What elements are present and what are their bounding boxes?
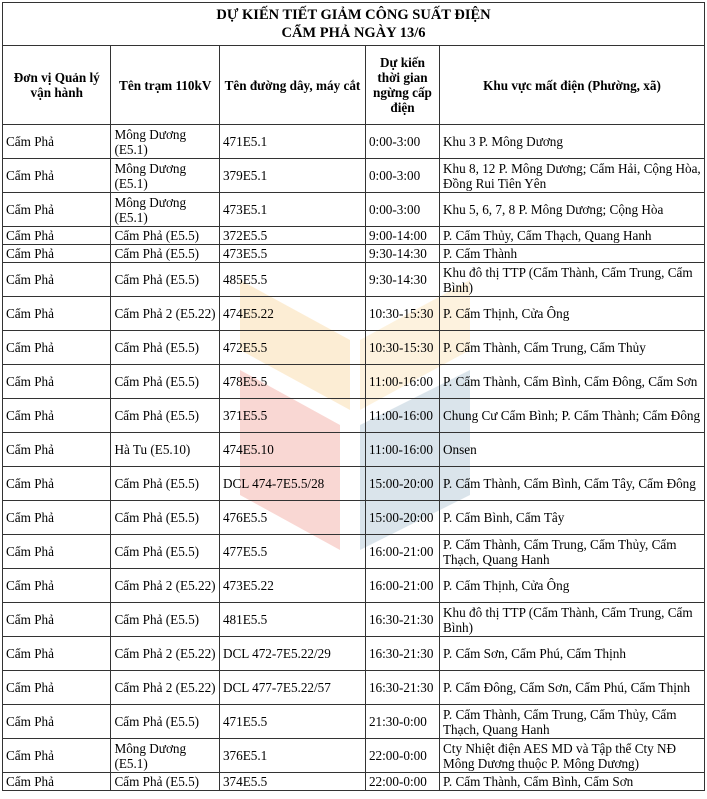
cell-station: Mông Dương (E5.1) — [111, 193, 219, 227]
table-row — [3, 263, 705, 297]
title-line-2: CẨM PHẢ NGÀY 13/6 — [281, 25, 426, 41]
cell-area: Khu 5, 6, 7, 8 P. Mông Dương; Cộng Hòa — [440, 193, 705, 227]
cell-unit: Cẩm Phả — [3, 331, 111, 365]
table-row — [3, 433, 705, 467]
cell-time: 0:00-3:00 — [365, 193, 439, 227]
cell-station: Cẩm Phả (E5.5) — [111, 467, 219, 501]
header-line: Tên đường dây, máy cắt — [219, 46, 365, 125]
cell-area: Khu 3 P. Mông Dương — [440, 125, 705, 159]
cell-unit: Cẩm Phả — [3, 245, 111, 263]
cell-area: Khu đô thị TTP (Cẩm Thành, Cẩm Trung, Cẩm Bình) — [440, 603, 705, 637]
cell-unit: Cẩm Phả — [3, 159, 111, 193]
table-row — [3, 245, 705, 263]
table-row — [3, 193, 705, 227]
cell-unit: Cẩm Phả — [3, 263, 111, 297]
table-row — [3, 671, 705, 705]
table-row — [3, 297, 705, 331]
cell-area: P. Cẩm Bình, Cẩm Tây — [440, 501, 705, 535]
cell-line: 473E5.1 — [219, 193, 365, 227]
table-row — [3, 331, 705, 365]
cell-area: Khu 8, 12 P. Mông Dương; Cẩm Hải, Cộng Hòa, Đồng Rui Tiên Yên — [440, 159, 705, 193]
cell-line: 474E5.22 — [219, 297, 365, 331]
table-row — [3, 125, 705, 159]
table-row — [3, 739, 705, 773]
cell-line: 371E5.5 — [219, 399, 365, 433]
cell-area: P. Cẩm Thành — [440, 245, 705, 263]
cell-station: Cẩm Phả (E5.5) — [111, 399, 219, 433]
cell-unit: Cẩm Phả — [3, 603, 111, 637]
cell-area: P. Cẩm Thành, Cẩm Bình, Cẩm Sơn — [440, 773, 705, 791]
cell-station: Cẩm Phả (E5.5) — [111, 705, 219, 739]
cell-line: 374E5.5 — [219, 773, 365, 791]
cell-line: 477E5.5 — [219, 535, 365, 569]
cell-time: 9:30-14:30 — [365, 245, 439, 263]
cell-unit: Cẩm Phả — [3, 773, 111, 791]
header-area: Khu vực mất điện (Phường, xã) — [440, 46, 705, 125]
cell-station: Cẩm Phả (E5.5) — [111, 227, 219, 245]
cell-line: 485E5.5 — [219, 263, 365, 297]
cell-unit: Cẩm Phả — [3, 193, 111, 227]
cell-station: Cẩm Phả (E5.5) — [111, 535, 219, 569]
table-row — [3, 705, 705, 739]
title-line-1: DỰ KIẾN TIẾT GIẢM CÔNG SUẤT ĐIỆN — [216, 7, 491, 23]
table-row — [3, 159, 705, 193]
cell-unit: Cẩm Phả — [3, 365, 111, 399]
table-row — [3, 569, 705, 603]
cell-line: 471E5.1 — [219, 125, 365, 159]
cell-station: Cẩm Phả (E5.5) — [111, 365, 219, 399]
cell-station: Mông Dương (E5.1) — [111, 125, 219, 159]
cell-area: P. Cẩm Sơn, Cẩm Phú, Cẩm Thịnh — [440, 637, 705, 671]
cell-time: 16:30-21:30 — [365, 671, 439, 705]
cell-line: 472E5.5 — [219, 331, 365, 365]
cell-area: P. Cẩm Thủy, Cẩm Thạch, Quang Hanh — [440, 227, 705, 245]
cell-line: DCL 477-7E5.22/57 — [219, 671, 365, 705]
cell-area: P. Cẩm Thành, Cẩm Trung, Cẩm Thủy — [440, 331, 705, 365]
cell-time: 16:30-21:30 — [365, 637, 439, 671]
cell-line: 473E5.22 — [219, 569, 365, 603]
cell-station: Cẩm Phả (E5.5) — [111, 245, 219, 263]
cell-station: Cẩm Phả 2 (E5.22) — [111, 297, 219, 331]
cell-time: 16:00-21:00 — [365, 569, 439, 603]
cell-station: Cẩm Phả (E5.5) — [111, 773, 219, 791]
cell-unit: Cẩm Phả — [3, 297, 111, 331]
cell-station: Cẩm Phả 2 (E5.22) — [111, 637, 219, 671]
cell-time: 15:00-20:00 — [365, 501, 439, 535]
table-title — [3, 3, 705, 46]
cell-time: 0:00-3:00 — [365, 125, 439, 159]
cell-area: P. Cẩm Thành, Cẩm Bình, Cẩm Đông, Cẩm Sơn — [440, 365, 705, 399]
cell-unit: Cẩm Phả — [3, 399, 111, 433]
cell-line: 476E5.5 — [219, 501, 365, 535]
cell-area: Chung Cư Cẩm Bình; P. Cẩm Thành; Cẩm Đông — [440, 399, 705, 433]
cell-time: 22:00-0:00 — [365, 773, 439, 791]
table-row — [3, 227, 705, 245]
cell-time: 11:00-16:00 — [365, 399, 439, 433]
cell-line: 372E5.5 — [219, 227, 365, 245]
cell-time: 9:30-14:30 — [365, 263, 439, 297]
cell-line: 471E5.5 — [219, 705, 365, 739]
cell-time: 16:30-21:30 — [365, 603, 439, 637]
header-unit: Đơn vị Quản lý vận hành — [3, 46, 111, 125]
table-row — [3, 365, 705, 399]
cell-unit: Cẩm Phả — [3, 671, 111, 705]
header-station: Tên trạm 110kV — [111, 46, 219, 125]
cell-station: Cẩm Phả (E5.5) — [111, 603, 219, 637]
cell-unit: Cẩm Phả — [3, 227, 111, 245]
cell-area: P. Cẩm Thành, Cẩm Bình, Cẩm Tây, Cẩm Đông — [440, 467, 705, 501]
cell-line: DCL 472-7E5.22/29 — [219, 637, 365, 671]
cell-unit: Cẩm Phả — [3, 125, 111, 159]
power-cut-table — [2, 2, 705, 791]
cell-unit: Cẩm Phả — [3, 433, 111, 467]
cell-area: P. Cẩm Thịnh, Cửa Ông — [440, 297, 705, 331]
cell-unit: Cẩm Phả — [3, 569, 111, 603]
table-row — [3, 399, 705, 433]
cell-station: Cẩm Phả (E5.5) — [111, 331, 219, 365]
cell-unit: Cẩm Phả — [3, 637, 111, 671]
cell-time: 11:00-16:00 — [365, 433, 439, 467]
cell-time: 21:30-0:00 — [365, 705, 439, 739]
header-time: Dự kiến thời gian ngừng cấp điện — [365, 46, 439, 125]
table-row — [3, 637, 705, 671]
cell-unit: Cẩm Phả — [3, 501, 111, 535]
table-row — [3, 501, 705, 535]
cell-line: 478E5.5 — [219, 365, 365, 399]
cell-station: Cẩm Phả (E5.5) — [111, 263, 219, 297]
cell-unit: Cẩm Phả — [3, 467, 111, 501]
cell-time: 11:00-16:00 — [365, 365, 439, 399]
cell-line: DCL 474-7E5.5/28 — [219, 467, 365, 501]
cell-time: 22:00-0:00 — [365, 739, 439, 773]
cell-area: P. Cẩm Thịnh, Cửa Ông — [440, 569, 705, 603]
cell-area: P. Cẩm Thành, Cẩm Trung, Cẩm Thủy, Cẩm Thạch, Quang Hanh — [440, 535, 705, 569]
cell-time: 10:30-15:30 — [365, 331, 439, 365]
cell-station: Cẩm Phả 2 (E5.22) — [111, 569, 219, 603]
cell-line: 379E5.1 — [219, 159, 365, 193]
table-row — [3, 535, 705, 569]
cell-line: 481E5.5 — [219, 603, 365, 637]
cell-area: P. Cẩm Đông, Cẩm Sơn, Cẩm Phú, Cẩm Thịnh — [440, 671, 705, 705]
cell-time: 9:00-14:00 — [365, 227, 439, 245]
cell-station: Cẩm Phả (E5.5) — [111, 501, 219, 535]
cell-unit: Cẩm Phả — [3, 705, 111, 739]
cell-time: 15:00-20:00 — [365, 467, 439, 501]
cell-station: Hà Tu (E5.10) — [111, 433, 219, 467]
cell-station: Cẩm Phả 2 (E5.22) — [111, 671, 219, 705]
cell-station: Mông Dương (E5.1) — [111, 159, 219, 193]
cell-line: 474E5.10 — [219, 433, 365, 467]
table-row — [3, 467, 705, 501]
cell-area: Khu đô thị TTP (Cẩm Thành, Cẩm Trung, Cẩm Bình) — [440, 263, 705, 297]
cell-area: Onsen — [440, 433, 705, 467]
cell-line: 473E5.5 — [219, 245, 365, 263]
cell-unit: Cẩm Phả — [3, 739, 111, 773]
table-row — [3, 603, 705, 637]
cell-unit: Cẩm Phả — [3, 535, 111, 569]
cell-time: 16:00-21:00 — [365, 535, 439, 569]
cell-area: Cty Nhiệt điện AES MD và Tập thể Cty NĐ Mông Dương thuộc P. Mông Dương) — [440, 739, 705, 773]
cell-area: P. Cẩm Thành, Cẩm Trung, Cẩm Thủy, Cẩm Thạch, Quang Hanh — [440, 705, 705, 739]
cell-time: 0:00-3:00 — [365, 159, 439, 193]
cell-station: Mông Dương (E5.1) — [111, 739, 219, 773]
cell-line: 376E5.1 — [219, 739, 365, 773]
cell-time: 10:30-15:30 — [365, 297, 439, 331]
table-row — [3, 773, 705, 791]
